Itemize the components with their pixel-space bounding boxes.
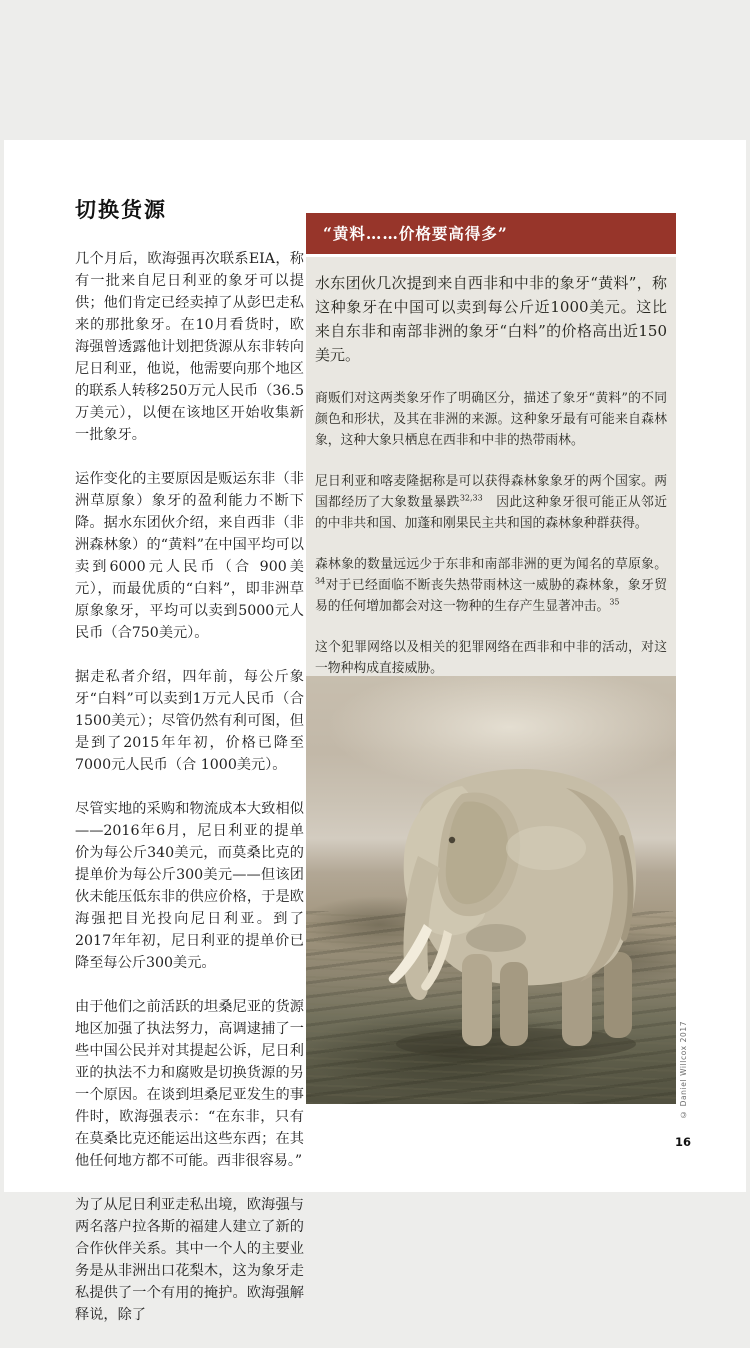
sidebar-box bbox=[306, 213, 676, 1104]
sidebar-body bbox=[306, 257, 676, 1104]
article-paragraphs bbox=[75, 248, 304, 1326]
photo-credit: © Daniel Willcox 2017 bbox=[679, 1020, 688, 1119]
article-paragraph: 尽管实地的采购和物流成本大致相似——2016年6月，尼日利亚的提单价为每公斤340美元，而莫桑比克的提单价为每公斤300美元——但该团伙未能压低东非的供应价格，于是欧海强把目光投向尼日利亚。到了2017年年初，尼日利亚的提单价已降至每公斤300美元。 bbox=[75, 801, 304, 971]
sidebar-text bbox=[306, 257, 676, 676]
article-paragraph: 为了从尼日利亚走私出境，欧海强与两名落户拉各斯的福建人建立了新的合作伙伴关系。其中一个人的主要业务是从非洲出口花梨木，这为象牙走私提供了一个有用的掩护。欧海强解释说，除了 bbox=[75, 1197, 304, 1323]
sidebar-paragraph: 这个犯罪网络以及相关的犯罪网络在西非和中非的活动，对这一物种构成直接威胁。 bbox=[315, 640, 667, 676]
document-page bbox=[4, 140, 746, 1323]
elephant-photo bbox=[306, 676, 676, 1104]
sidebar-paragraph: 商贩们对这两类象牙作了明确区分，描述了象牙“黄料”的不同颜色和形状，及其在非洲的来源。这种象牙最有可能来自森林象，这种大象只栖息在西非和中非的热带雨林。 bbox=[315, 391, 667, 448]
article-paragraph: 运作变化的主要原因是贩运东非（非洲草原象）象牙的盈利能力不断下降。据水东团伙介绍，来自西非（非洲森林象）的“黄料”在中国平均可以卖到6000元人民币（合 900美元），而最优质的“白料”，即非洲草原象象牙，平均可以卖到5000元人民币（合750美元）。 bbox=[75, 471, 304, 641]
article-paragraph: 据走私者介绍，四年前，每公斤象牙“白料”可以卖到1万元人民币（合1500美元）；尽管仍然有利可图，但是到了2015年年初，价格已降至7000元人民币（合 1000美元）。 bbox=[75, 669, 304, 773]
article-paragraph: 几个月后，欧海强再次联系EIA，称有一批来自尼日利亚的象牙可以提供；他们肯定已经卖掉了从彭巴走私来的那批象牙。在10月看货时，欧海强曾透露他计划把货源从东非转向尼日利亚，他说，他需要向那个地区的联系人转移250万元人民币（36.5万美元），以便在该地区开始收集新一批象牙。 bbox=[75, 251, 304, 443]
sidebar-paragraph: 尼日利亚和喀麦隆据称是可以获得森林象象牙的两个国家。两国都经历了大象数量暴跌$^{32,33}$ 因此这种象牙很可能正从邻近的中非共和国、加蓬和刚果民主共和国的森林象种群获得。 bbox=[315, 474, 668, 531]
sidebar-paragraphs bbox=[315, 388, 667, 676]
article-column bbox=[75, 196, 304, 1348]
sidebar-lead-paragraph: 水东团伙几次提到来自西非和中非的象牙“黄料”，称这种象牙在中国可以卖到每公斤近1000美元。这比来自东非和南部非洲的象牙“白料”的价格高出近150美元。 bbox=[315, 274, 667, 364]
sidebar-paragraph: 森林象的数量远远少于东非和南部非洲的更为闻名的草原象。$^{34}$对于已经面临不断丧失热带雨林这一威胁的森林象，象牙贸易的任何增加都会对这一物种的生存产生显著冲击。$^{35}$ bbox=[315, 557, 667, 614]
page-number: 16 bbox=[675, 1135, 692, 1149]
article-title: 切换货源 bbox=[75, 197, 167, 222]
sidebar-header: “黄料……价格要高得多” bbox=[306, 213, 676, 254]
article-paragraph: 由于他们之前活跃的坦桑尼亚的货源地区加强了执法努力，高调逮捕了一些中国公民并对其提起公诉，尼日利亚的执法不力和腐败是切换货源的另一个原因。在谈到坦桑尼亚发生的事件时，欧海强表示：“在东非，只有在莫桑比克还能运出这些东西；在其他任何地方都不可能。西非很容易。” bbox=[75, 999, 304, 1169]
forest-elephant-illustration bbox=[366, 728, 656, 1068]
